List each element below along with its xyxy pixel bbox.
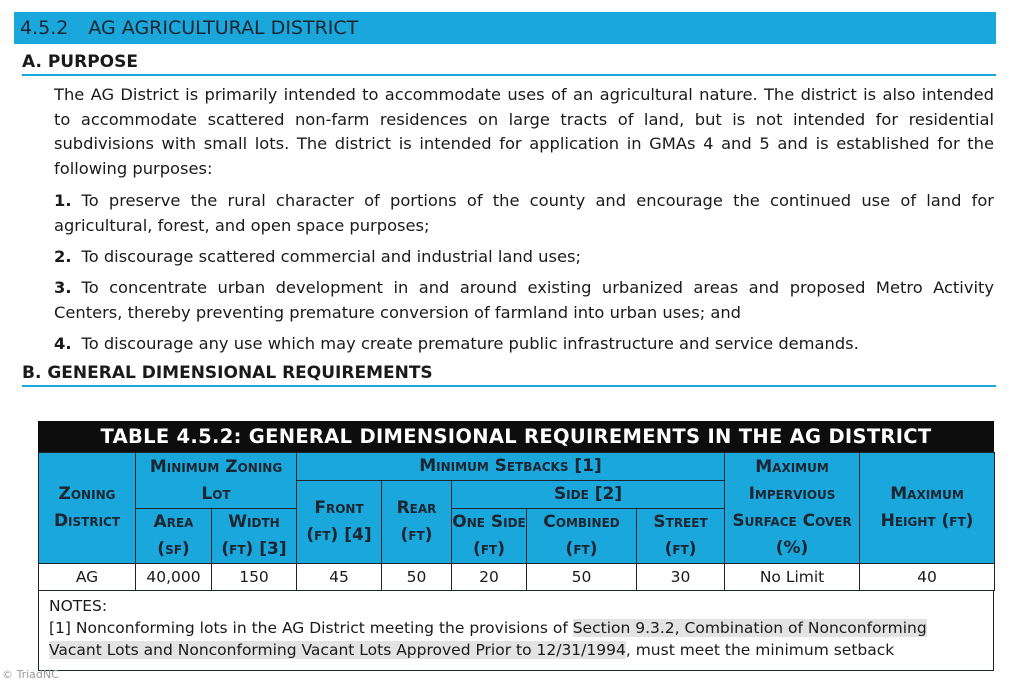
general-requirements-heading: B. GENERAL DIMENSIONAL REQUIREMENTS: [22, 363, 996, 387]
cell-street: 30: [637, 564, 725, 591]
table-title: TABLE 4.5.2: GENERAL DIMENSIONAL REQUIREMENTS IN THE AG DISTRICT: [38, 421, 994, 452]
header-max-height: Maximum Height (ft): [860, 453, 995, 564]
purpose-item-2: [54, 244, 994, 269]
item-number: 1.: [54, 191, 72, 210]
header-rear: Rear (ft): [382, 481, 452, 564]
header-zoning-district: Zoning District: [39, 453, 136, 564]
purpose-heading: A. PURPOSE: [22, 52, 996, 76]
cell-width: 150: [212, 564, 297, 591]
cell-impervious: No Limit: [725, 564, 860, 591]
cell-front: 45: [297, 564, 382, 591]
watermark: © TriadNC: [2, 668, 59, 681]
note-1-text: [1] Nonconforming lots in the AG District meeting the provisions of: [49, 619, 573, 637]
item-number: 3.: [54, 278, 72, 297]
item-number: 2.: [54, 247, 72, 266]
header-min-zoning-lot: Minimum Zoning Lot: [136, 453, 297, 509]
dimensional-table: [38, 421, 994, 671]
header-side: Side [2]: [452, 481, 725, 509]
header-one-side: One Side (ft): [452, 509, 527, 564]
header-min-setbacks: Minimum Setbacks [1]: [297, 453, 725, 481]
header-front: Front (ft) [4]: [297, 481, 382, 564]
section-title: AG AGRICULTURAL DISTRICT: [88, 17, 359, 39]
note-1-text-end: , must meet the minimum setback: [625, 641, 895, 659]
section-number: 4.5.2: [20, 17, 69, 39]
header-combined: Combined (ft): [527, 509, 637, 564]
item-text: To discourage scattered commercial and industrial land uses;: [81, 247, 581, 266]
item-text: To concentrate urban development in and around existing urbanized areas and proposed Metro Activity Centers, thereby preventing premature conversion of farmland into urban uses; and: [54, 278, 994, 322]
notes-heading: NOTES:: [49, 597, 108, 615]
item-number: 4.: [54, 334, 72, 353]
purpose-intro: The AG District is primarily intended to accommodate uses of an agricultural nature. The district is also intended to accommodate scattered non-farm residences on large tracts of land, but is not intended for residential subdivisions with small lots. The district is intended for application in GMAs 4 and 5 and is established for the following purposes:: [54, 85, 994, 178]
item-text: To preserve the rural character of portions of the county and encourage the continued use of land for agricultural, forest, and open space purposes;: [54, 191, 994, 235]
header-area: Area (sf): [136, 509, 212, 564]
header-max-impervious: Maximum Impervious Surface Cover (%): [725, 453, 860, 564]
requirements-table: [38, 452, 995, 591]
purpose-item-3: [54, 275, 994, 325]
cell-combined: 50: [527, 564, 637, 591]
cell-height: 40: [860, 564, 995, 591]
note-1-section-link[interactable]: Section 9.3.2, Combination of Nonconforming Vacant Lots and Nonconforming Vacant Lots Approved Prior to 12/31/1994: [49, 619, 927, 659]
cell-one-side: 20: [452, 564, 527, 591]
cell-rear: 50: [382, 564, 452, 591]
item-text: To discourage any use which may create premature public infrastructure and service demands.: [81, 334, 859, 353]
table-row: [39, 564, 995, 591]
purpose-item-4: [54, 331, 994, 356]
header-width: Width (ft) [3]: [212, 509, 297, 564]
header-street: Street (ft): [637, 509, 725, 564]
section-title-bar: [14, 12, 996, 44]
cell-district: AG: [39, 564, 136, 591]
table-notes: [38, 591, 994, 671]
note-1: [49, 617, 983, 661]
cell-area: 40,000: [136, 564, 212, 591]
purpose-item-1: [54, 188, 994, 238]
